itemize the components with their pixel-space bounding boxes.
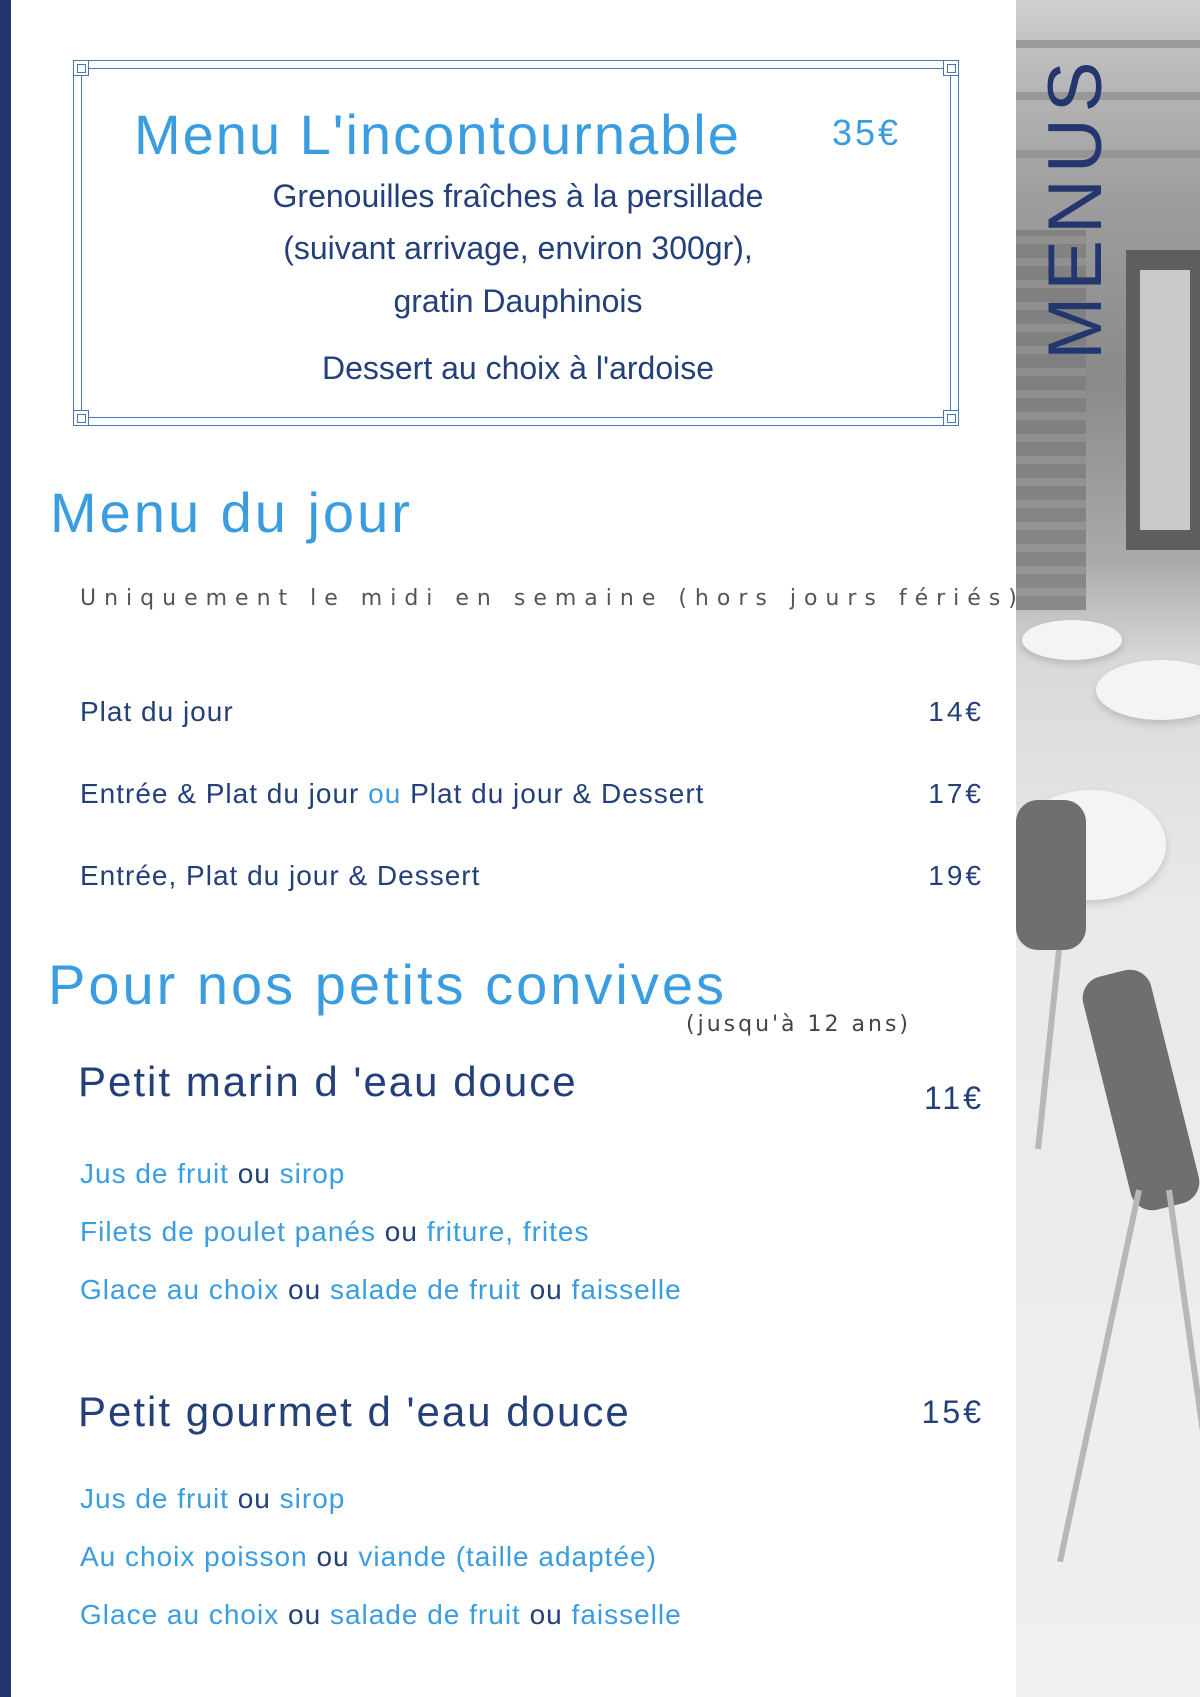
- choice: salade de fruit: [329, 1599, 521, 1630]
- or-word: ou: [529, 1599, 563, 1630]
- menu-row-price: 14€: [928, 696, 984, 727]
- frame-corner-ornament: [943, 410, 959, 426]
- featured-dessert-line: Dessert au choix à l'ardoise: [321, 350, 715, 386]
- choice: Jus de fruit: [80, 1483, 229, 1514]
- or-word: ou: [237, 1158, 271, 1189]
- featured-dish-line: (suivant arrivage, environ 300gr),: [283, 230, 753, 266]
- frame-corner-ornament: [73, 60, 89, 76]
- kids-menu-line: [80, 1599, 682, 1631]
- photo-chair: [1078, 965, 1200, 1215]
- menu-row-or: ou: [368, 778, 402, 809]
- kids-menu-line: [80, 1541, 657, 1573]
- photo-beam: [1016, 40, 1200, 48]
- choice: salade de fruit: [329, 1274, 521, 1305]
- menu-du-jour-title: Menu du jour: [50, 481, 413, 544]
- featured-dish-line: Grenouilles fraîches à la persillade: [272, 178, 764, 214]
- or-word: ou: [384, 1216, 418, 1247]
- choice: Jus de fruit: [80, 1158, 229, 1189]
- menu-du-jour-note: Uniquement le midi en semaine (hors jours fériés): [80, 586, 1025, 611]
- choice: Glace au choix: [80, 1599, 280, 1630]
- kids-menu-price: 11€: [923, 1080, 984, 1116]
- featured-menu-title: Menu L'incontournable: [134, 103, 741, 166]
- photo-table: [1096, 660, 1200, 720]
- photo-window: [1126, 250, 1200, 550]
- choice: Filets de poulet panés: [80, 1216, 376, 1247]
- menu-row-price: 19€: [928, 860, 984, 891]
- photo-chair: [1016, 800, 1086, 950]
- kids-menu-line: [80, 1158, 345, 1190]
- choice: sirop: [279, 1483, 346, 1514]
- menu-row-label: Entrée, Plat du jour & Dessert: [80, 860, 481, 891]
- frame-corner-ornament: [943, 60, 959, 76]
- photo-chair-leg: [1057, 1189, 1142, 1562]
- choice: viande (taille adaptée): [358, 1541, 657, 1572]
- kids-menu-line: [80, 1274, 682, 1306]
- menu-row-price: 17€: [928, 778, 984, 809]
- photo-chair-leg: [1035, 950, 1062, 1150]
- kids-menu-line: [80, 1483, 345, 1515]
- choice: Glace au choix: [80, 1274, 280, 1305]
- kids-menu-price: 15€: [921, 1394, 984, 1430]
- kids-age-note: (jusqu'à 12 ans): [686, 1012, 911, 1037]
- menu-row-label: Plat du jour: [80, 696, 234, 727]
- menu-row-label: [80, 778, 704, 810]
- or-word: ou: [288, 1599, 322, 1630]
- featured-dish-line: gratin Dauphinois: [393, 283, 643, 319]
- or-word: ou: [529, 1274, 563, 1305]
- or-word: ou: [237, 1483, 271, 1514]
- or-word: ou: [316, 1541, 350, 1572]
- menu-row-option-a: Entrée & Plat du jour: [80, 778, 360, 809]
- kids-menu-line: [80, 1216, 590, 1248]
- side-menus-label: MENUS: [1033, 55, 1118, 360]
- or-word: ou: [288, 1274, 322, 1305]
- kids-menu-title: Petit gourmet d 'eau douce: [78, 1388, 631, 1435]
- photo-chair-leg: [1166, 1190, 1200, 1488]
- frame-corner-ornament: [73, 410, 89, 426]
- menu-row-option-b: Plat du jour & Dessert: [410, 778, 705, 809]
- kids-section-title: Pour nos petits convives: [48, 953, 727, 1016]
- photo-table: [1022, 620, 1122, 660]
- menu-row: [80, 860, 984, 900]
- menu-row: [80, 696, 984, 736]
- choice: faisselle: [571, 1599, 682, 1630]
- left-edge-band: [0, 0, 11, 1697]
- choice: Au choix poisson: [80, 1541, 308, 1572]
- choice: faisselle: [571, 1274, 682, 1305]
- menu-row: [80, 778, 984, 818]
- choice: friture, frites: [426, 1216, 590, 1247]
- kids-menu-title: Petit marin d 'eau douce: [78, 1058, 578, 1105]
- choice: sirop: [279, 1158, 346, 1189]
- featured-menu-price: 35€: [832, 112, 902, 153]
